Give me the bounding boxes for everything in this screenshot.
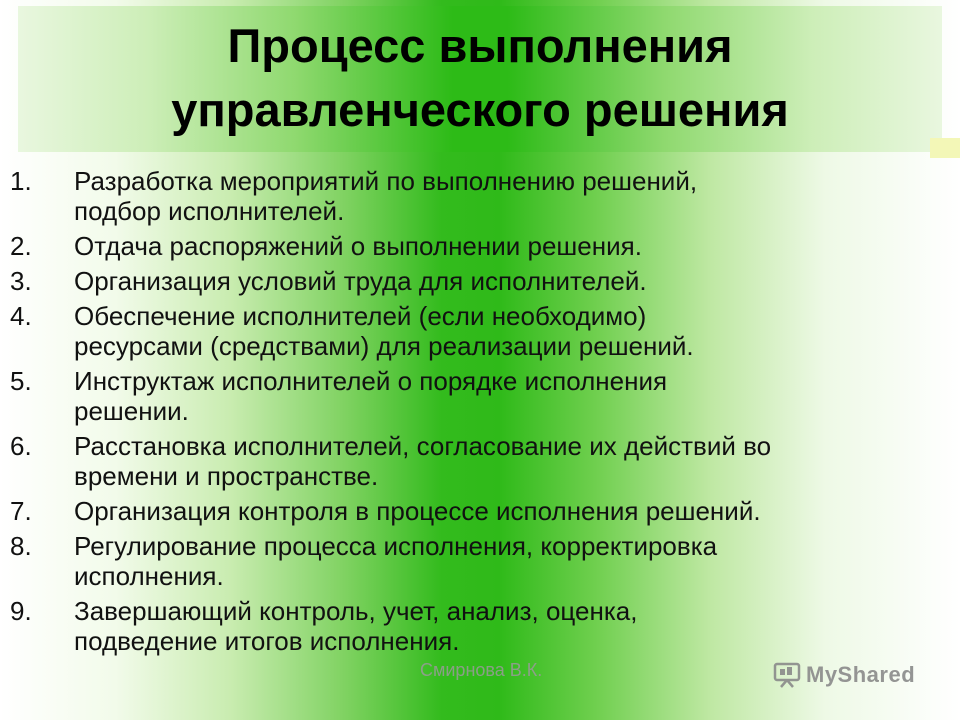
list-item (10, 431, 945, 491)
item-number: 2. (10, 231, 32, 261)
watermark-text: MyShared (806, 662, 916, 687)
slide-title (18, 14, 942, 142)
list-item (10, 531, 945, 591)
item-number: 6. (10, 431, 32, 461)
item-number: 3. (10, 266, 32, 296)
item-text-line: Расстановка исполнителей, согласование их действий во (74, 431, 772, 461)
item-text-line: Отдача распоряжений о выполнении решения. (74, 231, 642, 261)
title-line-1: Процесс выполнения (227, 19, 733, 72)
item-text (74, 166, 945, 226)
item-text-line: решении. (74, 396, 189, 426)
item-text-line: Регулирование процесса исполнения, корректировка (74, 531, 718, 561)
item-text (74, 366, 945, 426)
item-number: 9. (10, 596, 32, 626)
item-text-line: подбор исполнителей. (74, 196, 345, 226)
item-text-line: подведение итогов исполнения. (74, 626, 460, 656)
footer-author: Смирнова В.К. (420, 660, 543, 680)
list-item (10, 301, 945, 361)
item-text (74, 431, 945, 491)
item-text-line: ресурсами (средствами) для реализации решений. (74, 331, 694, 361)
item-text (74, 596, 945, 656)
item-text (74, 266, 945, 296)
item-text-line: Инструктаж исполнителей о порядке исполнения (74, 366, 668, 396)
item-text-line: Разработка мероприятий по выполнению решений, (74, 166, 698, 196)
item-text-line: времени и пространстве. (74, 461, 379, 491)
item-number: 8. (10, 531, 32, 561)
item-text (74, 531, 945, 591)
list-item (10, 166, 945, 226)
item-number: 7. (10, 496, 32, 526)
presentation-board-icon (772, 661, 802, 689)
list-item (10, 596, 945, 656)
item-text-line: Завершающий контроль, учет, анализ, оценка, (74, 596, 638, 626)
item-text (74, 231, 945, 261)
item-number: 5. (10, 366, 32, 396)
item-text (74, 301, 945, 361)
item-text-line: исполнения. (74, 561, 224, 591)
title-line-2: управленческого решения (171, 83, 789, 136)
list-item (10, 231, 945, 261)
item-text-line: Организация контроля в процессе исполнения решений. (74, 496, 761, 526)
steps-list (10, 166, 945, 661)
item-number: 1. (10, 166, 32, 196)
item-text-line: Организация условий труда для исполнителей. (74, 266, 647, 296)
list-item (10, 496, 945, 526)
item-number: 4. (10, 301, 32, 331)
watermark-link[interactable] (772, 660, 915, 690)
list-item (10, 266, 945, 296)
item-text (74, 496, 945, 526)
list-item (10, 366, 945, 426)
item-text-line: Обеспечение исполнителей (если необходимо) (74, 301, 647, 331)
